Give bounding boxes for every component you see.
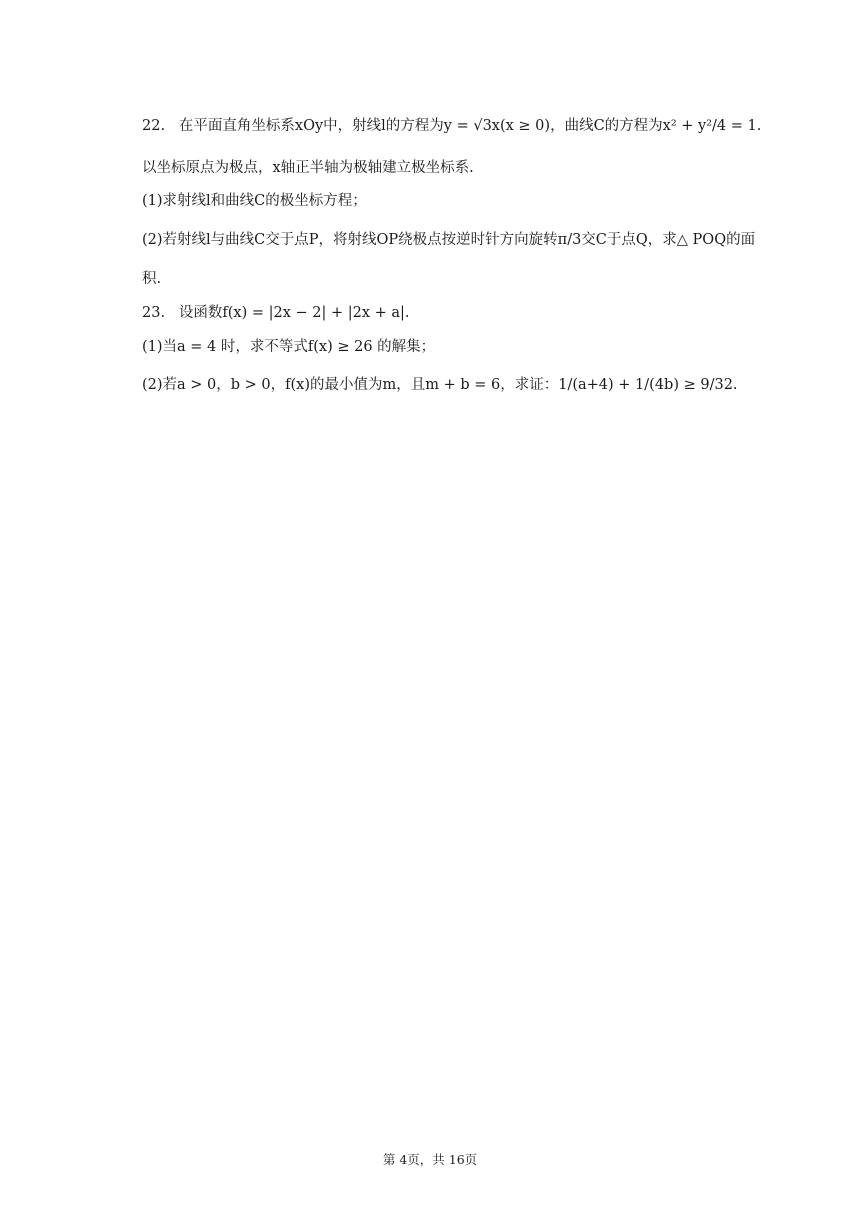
- problem-22-line-1: [142, 116, 761, 136]
- problem-22-part-2-cont: [142, 269, 161, 289]
- problem-22-part-1-text: (1)求射线l和曲线C的极坐标方程；: [142, 193, 367, 209]
- problem-23-stem-1: 设函数f(x) = |2x − 2| + |2x + a|.: [178, 305, 410, 321]
- problem-22-part-1: [142, 191, 367, 211]
- problem-22-part-2-cont-text: 积.: [142, 271, 162, 287]
- problem-23-part-1-text: (1)当a = 4 时，求不等式f(x) ≥ 26 的解集；: [142, 339, 436, 355]
- problem-22-line-2: [142, 158, 474, 178]
- problem-22-stem-2: 以坐标原点为极点，x轴正半轴为极轴建立极坐标系.: [142, 160, 474, 176]
- problem-23-part-2: [142, 375, 738, 395]
- problem-23-part-1: [142, 337, 435, 357]
- problem-22-stem-1: 在平面直角坐标系xOy中，射线l的方程为y = √3x(x ≥ 0)，曲线C的方程为x² + y²/4 = 1.: [178, 118, 762, 134]
- page-footer: [0, 1150, 860, 1168]
- problem-23-line-1: [142, 303, 410, 323]
- page-number-label: 第 4页，共 16页: [382, 1152, 478, 1167]
- problem-23-part-2-text: (2)若a > 0，b > 0，f(x)的最小值为m，且m + b = 6，求证：1/(a+4) + 1/(4b) ≥ 9/32.: [142, 377, 738, 393]
- problem-22-part-2-text: (2)若射线l与曲线C交于点P，将射线OP绕极点按逆时针方向旋转π/3交C于点Q，求△ POQ的面: [142, 232, 756, 248]
- problem-22-part-2: [142, 230, 755, 250]
- problem-22-number: 22.: [142, 118, 166, 134]
- problem-23-number: 23.: [142, 305, 166, 321]
